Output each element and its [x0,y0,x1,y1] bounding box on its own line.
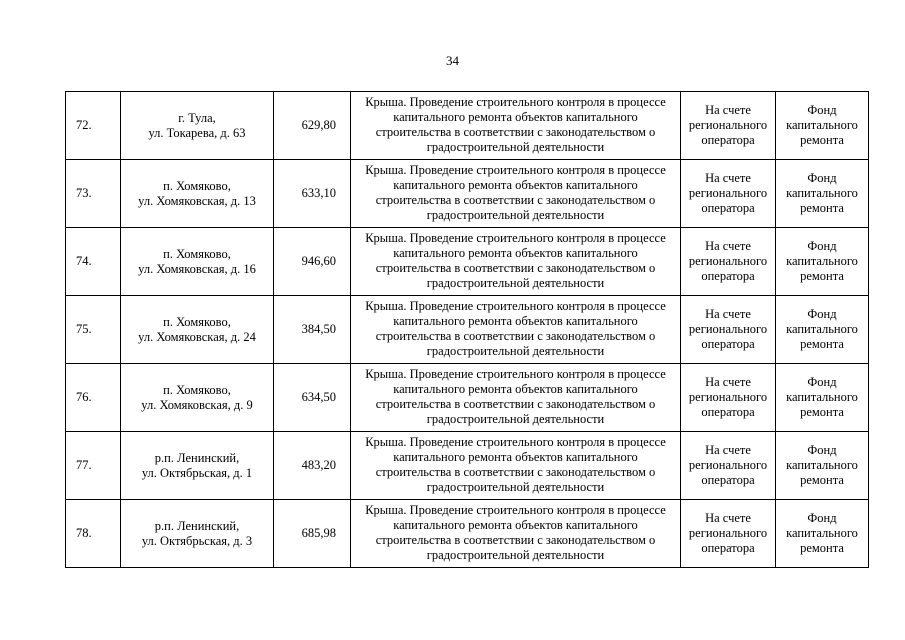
funding-line: капитального [786,186,858,200]
account-line: оператора [701,133,755,147]
work-description-cell: Крыша. Проведение строительного контроля в процессе капитального ремонта объектов капитального строительства в соответствии с законодательством о градостроительной деятельности [351,432,681,500]
work-description-cell: Крыша. Проведение строительного контроля в процессе капитального ремонта объектов капитального строительства в соответствии с законодательством о градостроительной деятельности [351,160,681,228]
row-number: 74. [66,228,121,296]
account-line: оператора [701,201,755,215]
funding-line: ремонта [800,337,844,351]
address-locality: р.п. Ленинский, [154,450,240,465]
account-line: оператора [701,473,755,487]
funding-line: капитального [786,390,858,404]
account-line: регионального [688,322,768,336]
funding-line: Фонд [807,511,837,525]
account-line: На счете [705,171,751,185]
row-number: 77. [66,432,121,500]
address-locality: г. Тула, [178,110,216,125]
table-row [66,92,869,160]
area-cell: 946,60 [274,228,351,296]
page-number: 34 [446,53,459,68]
address-locality: р.п. Ленинский, [154,518,240,533]
address-street: ул. Хомяковская, д. 24 [138,329,256,344]
address-street: ул. Токарева, д. 63 [148,125,246,140]
account-line: регионального [688,390,768,404]
funding-source-cell [776,500,869,568]
area-cell: 634,50 [274,364,351,432]
account-cell [681,364,776,432]
funding-line: ремонта [800,269,844,283]
work-description-cell: Крыша. Проведение строительного контроля в процессе капитального ремонта объектов капитального строительства в соответствии с законодательством о градостроительной деятельности [351,364,681,432]
funding-line: Фонд [807,171,837,185]
table-row [66,364,869,432]
account-cell [681,228,776,296]
account-cell [681,296,776,364]
address-cell [121,296,274,364]
account-line: На счете [705,443,751,457]
funding-line: ремонта [800,405,844,419]
account-line: регионального [688,186,768,200]
account-line: На счете [705,239,751,253]
area-cell: 384,50 [274,296,351,364]
account-line: оператора [701,541,755,555]
account-line: регионального [688,526,768,540]
work-description-cell: Крыша. Проведение строительного контроля в процессе капитального ремонта объектов капитального строительства в соответствии с законодательством о градостроительной деятельности [351,228,681,296]
funding-source-cell [776,160,869,228]
account-line: регионального [688,254,768,268]
account-line: На счете [705,103,751,117]
account-line: На счете [705,511,751,525]
address-cell [121,228,274,296]
funding-source-cell [776,228,869,296]
address-locality: п. Хомяково, [163,178,231,193]
funding-line: капитального [786,118,858,132]
account-cell [681,160,776,228]
funding-line: капитального [786,322,858,336]
address-street: ул. Хомяковская, д. 13 [138,193,256,208]
account-line: регионального [688,118,768,132]
area-cell: 685,98 [274,500,351,568]
account-line: На счете [705,375,751,389]
address-cell [121,432,274,500]
address-cell [121,92,274,160]
address-cell [121,364,274,432]
area-cell: 633,10 [274,160,351,228]
address-street: ул. Хомяковская, д. 9 [141,397,253,412]
funding-line: капитального [786,254,858,268]
account-cell [681,92,776,160]
address-locality: п. Хомяково, [163,314,231,329]
account-cell [681,500,776,568]
works-table-body [66,92,869,568]
address-street: ул. Октябрьская, д. 1 [141,465,253,480]
account-line: оператора [701,269,755,283]
funding-line: ремонта [800,201,844,215]
funding-line: ремонта [800,541,844,555]
table-row [66,160,869,228]
account-line: оператора [701,405,755,419]
funding-line: Фонд [807,103,837,117]
funding-line: Фонд [807,239,837,253]
work-description-cell: Крыша. Проведение строительного контроля в процессе капитального ремонта объектов капитального строительства в соответствии с законодательством о градостроительной деятельности [351,296,681,364]
table-row [66,432,869,500]
funding-line: Фонд [807,375,837,389]
address-street: ул. Октябрьская, д. 3 [141,533,253,548]
funding-source-cell [776,92,869,160]
table-row [66,228,869,296]
address-cell [121,160,274,228]
funding-source-cell [776,296,869,364]
account-line: На счете [705,307,751,321]
account-line: оператора [701,337,755,351]
funding-source-cell [776,364,869,432]
address-locality: п. Хомяково, [163,382,231,397]
account-cell [681,432,776,500]
funding-line: капитального [786,526,858,540]
funding-source-cell [776,432,869,500]
funding-line: Фонд [807,443,837,457]
row-number: 73. [66,160,121,228]
row-number: 76. [66,364,121,432]
work-description-cell: Крыша. Проведение строительного контроля в процессе капитального ремонта объектов капитального строительства в соответствии с законодательством о градостроительной деятельности [351,500,681,568]
row-number: 78. [66,500,121,568]
table-row [66,500,869,568]
row-number: 72. [66,92,121,160]
works-table [65,91,869,568]
funding-line: Фонд [807,307,837,321]
account-line: регионального [688,458,768,472]
address-street: ул. Хомяковская, д. 16 [138,261,256,276]
funding-line: ремонта [800,133,844,147]
address-locality: п. Хомяково, [163,246,231,261]
funding-line: капитального [786,458,858,472]
area-cell: 483,20 [274,432,351,500]
work-description-cell: Крыша. Проведение строительного контроля в процессе капитального ремонта объектов капитального строительства в соответствии с законодательством о градостроительной деятельности [351,92,681,160]
area-cell: 629,80 [274,92,351,160]
table-row [66,296,869,364]
row-number: 75. [66,296,121,364]
address-cell [121,500,274,568]
funding-line: ремонта [800,473,844,487]
